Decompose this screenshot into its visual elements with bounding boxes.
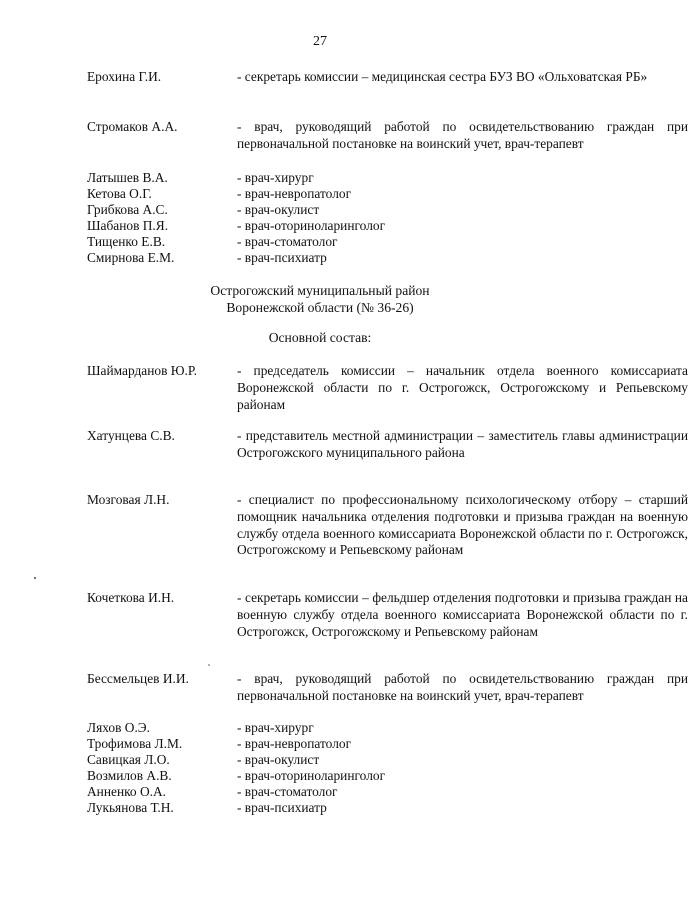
member-role: - врач-окулист (237, 752, 320, 767)
member-role: - врач-психиатр (237, 250, 327, 265)
member-role: - врач-стоматолог (237, 234, 338, 249)
member-role: - представитель местной администрации – заместитель главы администрации Острогожского муниципального района (237, 428, 688, 460)
member-name: Шаймарданов Ю.Р. (87, 363, 197, 378)
scan-speck (208, 664, 210, 666)
member-role: - врач, руководящий работой по освидетельствованию граждан при первоначальной постановке на воинский учет, врач-терапевт (237, 671, 688, 703)
member-role: - врач, руководящий работой по освидетельствованию граждан при первоначальной постановке на воинский учет, врач-терапевт (237, 119, 688, 151)
member-role: - председатель комиссии – начальник отдела военного комиссариата Воронежской области по г. Острогожск, Острогожскому и Репьевскому районам (237, 363, 688, 412)
member-name: Анненко О.А. (87, 784, 167, 799)
member-name: Кетова О.Г. (87, 186, 152, 201)
member-name: Кочеткова И.Н. (87, 590, 175, 605)
member-role: - врач-стоматолог (237, 784, 338, 799)
member-role: - секретарь комиссии – фельдшер отделения подготовки и призыва граждан на военную службу отдела военного комиссариата Воронежской области по г. Острогожск, Острогожскому и Репьевскому районам (237, 590, 688, 639)
member-role: - врач-оториноларинголог (237, 218, 386, 233)
member-name: Смирнова Е.М. (87, 250, 175, 265)
member-role: - врач-невропатолог (237, 736, 352, 751)
member-name: Шабанов П.Я. (87, 218, 169, 233)
member-name: Ляхов О.Э. (87, 720, 150, 735)
member-name: Хатунцева С.В. (87, 428, 175, 443)
member-name: Латышев В.А. (87, 170, 168, 185)
composition-subheading: Основной состав: (268, 330, 372, 345)
member-role: - врач-хирург (237, 720, 314, 735)
member-role: - врач-невропатолог (237, 186, 352, 201)
member-role: - специалист по профессиональному психологическому отбору – старший помощник начальника отделения подготовки и призыва граждан на военную службу отдела военного комиссариата Воронежской области по г. Острогожск, Острогожскому и Репьевскому районам (237, 492, 688, 558)
member-name: Ерохина Г.И. (87, 69, 162, 84)
page-number: 27 (313, 34, 327, 49)
member-name: Бессмельцев И.И. (87, 671, 189, 686)
member-role: - врач-хирург (237, 170, 314, 185)
member-name: Мозговая Л.Н. (87, 492, 170, 507)
district-title: Острогожский муниципальный район (210, 283, 430, 298)
member-name: Савицкая Л.О. (87, 752, 170, 767)
member-role: - врач-оториноларинголог (237, 768, 386, 783)
scan-speck (34, 577, 36, 579)
member-role: - секретарь комиссии – медицинская сестра БУЗ ВО «Ольховатская РБ» (237, 69, 648, 84)
district-region: Воронежской области (№ 36-26) (226, 300, 414, 315)
member-name: Трофимова Л.М. (87, 736, 183, 751)
member-role: - врач-психиатр (237, 800, 327, 815)
member-name: Стромаков А.А. (87, 119, 178, 134)
member-name: Грибкова А.С. (87, 202, 168, 217)
member-name: Лукьянова Т.Н. (87, 800, 174, 815)
member-role: - врач-окулист (237, 202, 320, 217)
member-name: Тищенко Е.В. (87, 234, 166, 249)
member-name: Возмилов А.В. (87, 768, 172, 783)
